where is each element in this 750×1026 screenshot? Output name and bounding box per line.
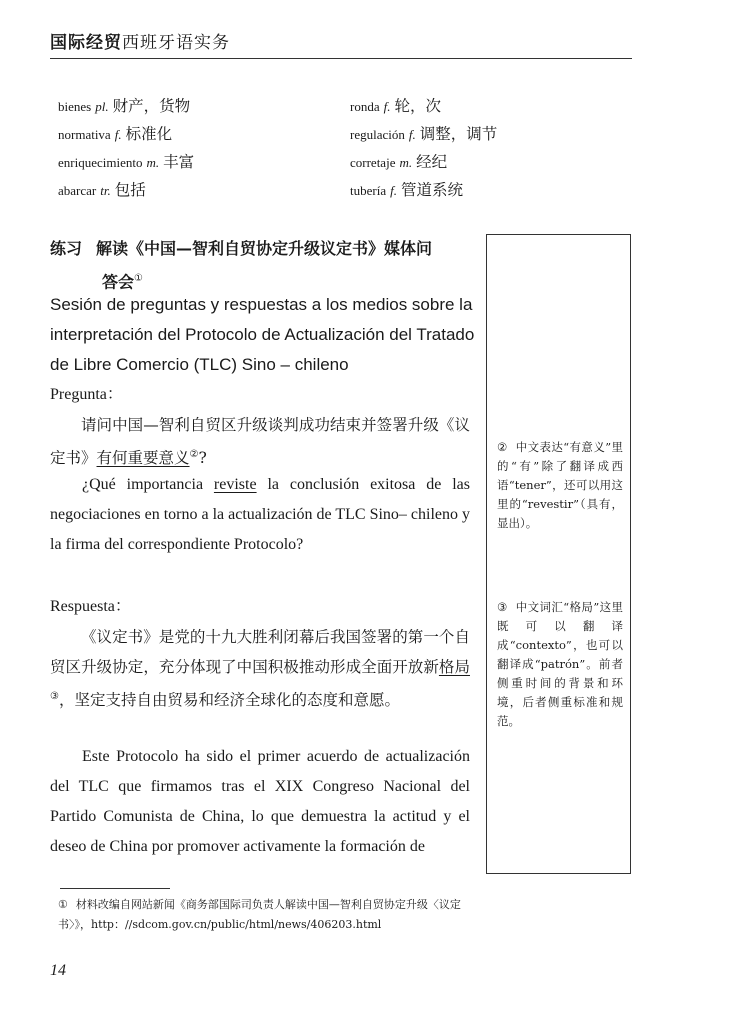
sidebar-notes-box (486, 234, 631, 874)
exercise-title-line1: 解读《中国—智利自贸协定升级议定书》媒体问 (96, 239, 433, 258)
header-rule (50, 58, 632, 59)
footnote-mark: ① (134, 273, 143, 284)
vocabulary-list (58, 96, 528, 201)
vocab-item: tubería f. 管道系统 (350, 181, 463, 199)
footnote: ① 材料改编自网站新闻《商务部国际司负责人解读中国—智利自贸协定升级〈议定书〉》，http：//sdcom.gov.cn/public/html/news/406203.html (58, 898, 461, 931)
underlined-word: reviste (213, 476, 257, 493)
side-note: ② 中文表达“有意义”里的“有”除了翻译成西语“tener”，还可以用这里的“revestir”（具有，显出）。 (497, 440, 623, 530)
answer-es: Este Protocolo ha sido el primer acuerdo de actualización del TLC que firmamos tras el XIX Congreso Nacional del Partido Comunista de China, lo que demuestra la actitud y el deseo de China por promover activamente la formación de (50, 748, 470, 855)
exercise-title-line2: 答会 (102, 272, 135, 292)
vocab-item: corretaje m. 经纪 (350, 153, 448, 171)
vocab-item: abarcar tr. 包括 (58, 181, 146, 199)
vocab-item: normativa f. 标准化 (58, 125, 173, 143)
question-es: ¿Qué importancia reviste la conclusión exitosa de las negociaciones en torno a la actualización de TLC Sino– chileno y la firma del correspondiente Protocolo? (50, 476, 471, 553)
vocab-item: regulación f. 调整，调节 (350, 125, 498, 143)
answer-zh: 《议定书》是党的十九大胜利闭幕后我国签署的第一个自贸区升级协定，充分体现了中国积极推动形成全面开放新格局③，坚定支持自由贸易和经济全球化的态度和意愿。 (50, 628, 470, 710)
vocab-item: bienes pl. 财产，货物 (58, 97, 191, 115)
question-label: Pregunta： (50, 386, 123, 403)
exercise-label: 练习 (50, 239, 83, 258)
footnote-rule (60, 888, 170, 889)
note-mark: ③ (50, 691, 59, 702)
running-header (50, 28, 632, 53)
vocab-item: ronda f. 轮，次 (350, 97, 441, 115)
vocab-item: enriquecimiento m. 丰富 (58, 153, 195, 171)
side-note: ③ 中文词汇“格局”这里既可以翻译成“contexto”，也可以翻译成“patrón”。前者侧重时间的背景和环境，后者侧重标准和规范。 (497, 600, 623, 728)
page-number: 14 (50, 962, 66, 979)
answer-label: Respuesta： (50, 598, 131, 615)
note-mark: ② (189, 449, 199, 460)
spanish-title: Sesión de preguntas y respuestas a los medios sobre la interpretación del Protocolo de Actualización del Tratado de Libre Comercio (TLC) Sino – chileno (50, 295, 475, 374)
underlined-phrase: 有何重要意义 (96, 449, 190, 468)
header-title-rest: 西班牙语实务 (122, 33, 230, 53)
header-title-bold: 国际经贸 (50, 33, 122, 53)
underlined-phrase: 格局 (438, 658, 470, 676)
exercise-title (50, 234, 480, 297)
question-zh: 请问中国—智利自贸区升级谈判成功结束并签署升级《议定书》有何重要意义②? (50, 416, 470, 468)
